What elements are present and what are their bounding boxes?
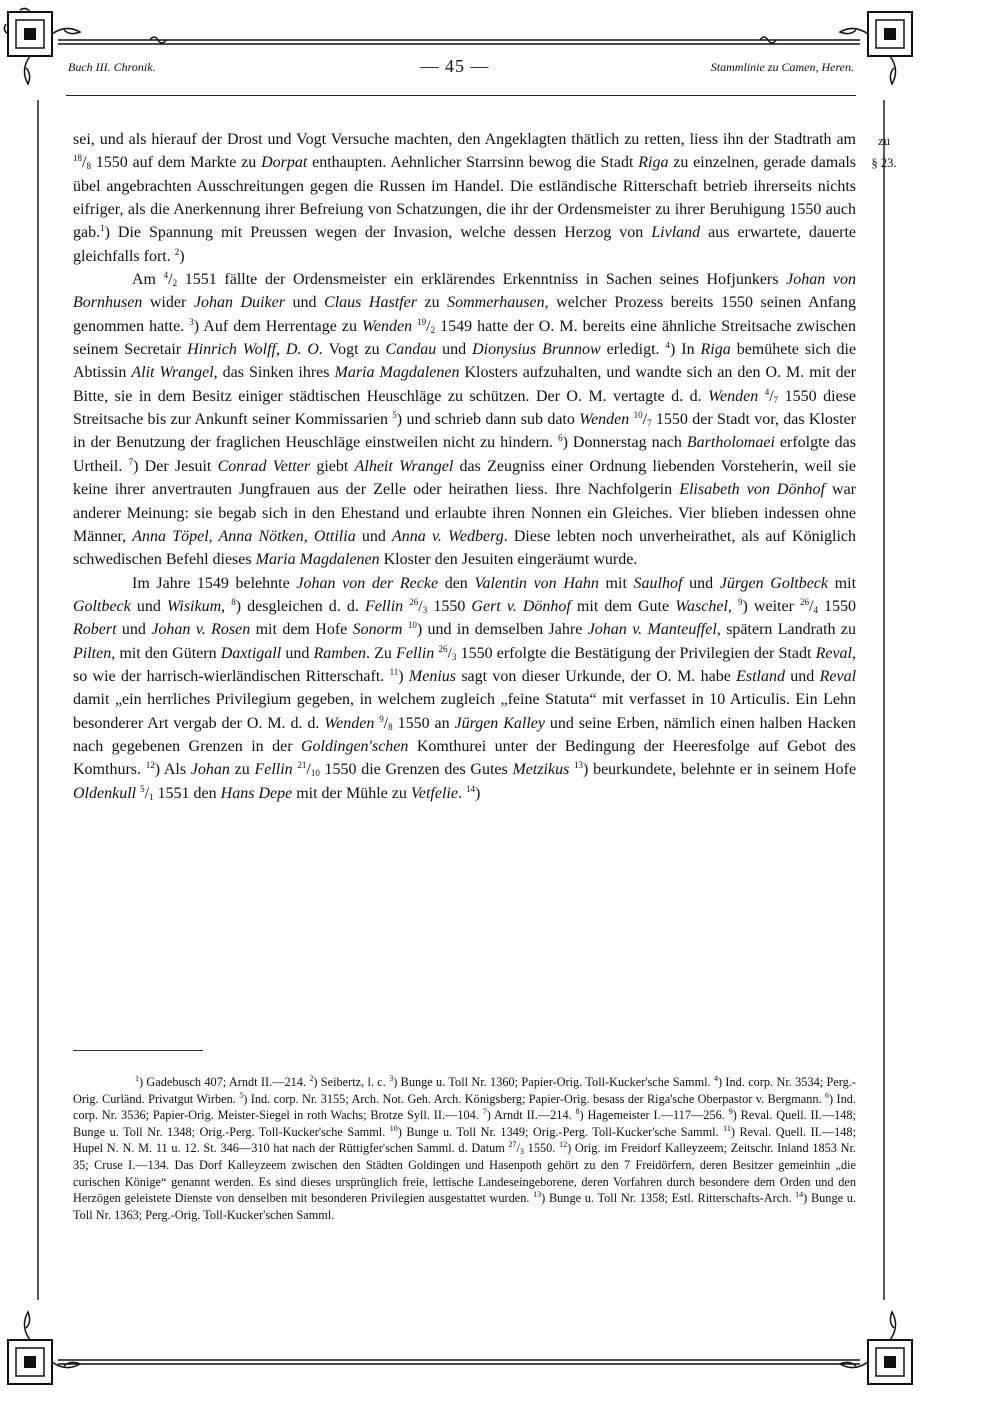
footnote-text: $^1$) Gadebusch 407; Arndt II.—214. $^2$) Seibertz, l. c. $^3$) Bunge u. Toll Nr. 1360; Papier-Orig. Toll-Kucker'sche Samml. $^4$) Ind. corp. Nr. 3534; Perg.-Orig. Curländ. Privatgut Wirben. $^5$) Ind. corp. Nr. 3155; Arch. Not. Geh. Arch. Königsberg; Papier-Orig. besass der Riga'sche Oberpastor v. Bergmann. $^6$) Ind. corp. Nr. 3536; Papier-Orig. Meister-Siegel in roth Wachs; Brotze Syll. II.—104. $^7$) Arndt II.—214. $^8$) Hagemeister I.—117—256. $^9$) Reval. Quell. II.—148; Bunge u. Toll Nr. 1348; Orig.-Perg. Toll-Kucker'sche Samml. $^{10}$) Bunge u. Toll Nr. 1349; Orig.-Perg. Toll-Kucker'sche Samml. $^{11}$) Reval. Quell. II.—148; Hupel N. N. M. 11 u. 12. St. 346—310 hat nach der Rüttigfer'schen Samml. d. Datum $^{27}/_3$ 1550. $^{12}$) Orig. im Freidorf Kalleyzeem; Zeitschr. Inland 1853 Nr. 35; Cruse I.—134. Das Dorf Kalleyzeem zwischen den Städten Goldingen und Hasenpoth gehört zu den 7 Freidörfern, deren Besitzer gemeinhin „die curischen Könige“ genannt werden. Es sind dieses ursprünglich freie, lettische Landeseingeborene, deren Vorfahren durch besondere dem Orden und den Herzögen geleistete Dienste von denselben mit besonderen Privilegien ausgestattet wurden. $^{13}$) Bunge u. Toll Nr. 1358; Estl. Ritterschafts-Arch. $^{14}$) Bunge u. Toll Nr. 1363; Perg.-Orig. Toll-Kucker'schen Samml.: [73, 1074, 856, 1222]
margin-note: [864, 130, 904, 174]
footnote-separator: [73, 1050, 203, 1051]
footnotes: [73, 1074, 856, 1223]
paragraph: Im Jahre 1549 belehnte Johan von der Recke den Valentin von Hahn mit Saulhof und Jürgen Goltbeck mit Goltbeck und Wisikum, $^8$) desgleichen d. d. Fellin $^{26}/_3$ 1550 Gert v. Dönhof mit dem Gute Waschel, $^9$) weiter $^{26}/_4$ 1550 Robert und Johan v. Rosen mit dem Hofe Sonorm $^{10}$) und in demselben Jahre Johan v. Manteuffel, spätern Landrath zu Pilten, mit den Gütern Daxtigall und Ramben. Zu Fellin $^{26}/_3$ 1550 erfolgte die Bestätigung der Privilegien der Stadt Reval, so wie der harrisch-wierländischen Ritterschaft. $^{11}$) Menius sagt von dieser Urkunde, der O. M. habe Estland und Reval damit „ein herrliches Privilegium gegeben, in welchem zugleich „feine Statuta“ mit verfasset in 10 Articulis. Ein Lehn besonderer Art vergab der O. M. d. d. Wenden $^9/_8$ 1550 an Jürgen Kalley und seine Erben, nämlich einen halben Hacken nach gegebenen Grenzen in der Goldingen'schen Komthurei unter der Bedingung der Heeresfolge auf Gebot des Komthurs. $^{12}$) Als Johan zu Fellin $^{21}/_{10}$ 1550 die Grenzen des Gutes Metzikus $^{13}$) beurkundete, belehnte er in seinem Hofe Oldenkull $^5/_1$ 1551 den Hans Depe mit der Mühle zu Vetfelie. $^{14}$): [73, 574, 857, 802]
paragraph: sei, und als hierauf der Drost und Vogt Versuche machten, den Angeklagten thätlich zu retten, liess ihn der Stadtrath am $^{18}/_8$ 1550 auf dem Markte zu Dorpat enthaupten. Aehnlicher Starrsinn bewog die Stadt Riga zu einzelnen, gerade damals übel angebrachten Ausschreitungen gegen die Russen im Handel. Die estländische Ritterschaft betrieb ihrerseits nichts eifriger, als die Anerkennung ihrer Befreiung von Schatzungen, die ihr der Ordensmeister zu ihrer Beruhigung 1550 auch gab.$^1$) Die Spannung mit Preussen wegen der Invasion, welche dessen Herzog von Livland aus erwartete, dauerte gleichfalls fort. $^2$): [73, 131, 857, 265]
header-rule: [66, 95, 856, 96]
paragraph: Am $^4/_2$ 1551 fällte der Ordensmeister ein erklärendes Erkenntniss in Sachen seines Hofjunkers Johan von Bornhusen wider Johan Duiker und Claus Hastfer zu Sommerhausen, welcher Prozess bereits 1550 seinen Anfang genommen hatte. $^3$) Auf dem Herrentage zu Wenden $^{19}/_2$ 1549 hatte der O. M. bereits eine ähnliche Streitsache zwischen seinem Secretair Hinrich Wolff, D. O. Vogt zu Candau und Dionysius Brunnow erledigt. $^4$) In Riga bemühete sich die Abtissin Alit Wrangel, das Sinken ihres Maria Magdalenen Klosters aufzuhalten, und wandte sich an den O. M. mit der Bitte, sie in dem Besitz einiger städtischen Heuschläge zu schützen. Der O. M. vertagte d. d. Wenden $^4/_7$ 1550 diese Streitsache bis zur Ankunft seiner Kommissarien $^5$) und schrieb dann sub dato Wenden $^{10}/_7$ 1550 der Stadt vor, das Kloster in der Benutzung der fraglichen Heuschläge einstweilen nicht zu hindern. $^6$) Donnerstag nach Bartholomaei erfolgte das Urtheil. $^7$) Der Jesuit Conrad Vetter giebt Alheit Wrangel das Zeugniss einer Ordnung liebenden Vorsteherin, weil sie keine ihrer anvertrauten Jungfrauen aus der Zelle oder heirathen liess. Ihre Nachfolgerin Elisabeth von Dönhof war anderer Meinung: sie begab sich in den Ehestand und erlaubte ihren Nonnen ein Gleiches. Vier blieben indessen ohne Männer, Anna Töpel, Anna Nötken, Ottilia und Anna v. Wedberg. Diese lebten noch unverheirathet, als auf Königlich schwedischen Befehl dieses Maria Magdalenen Kloster den Jesuiten eingeräumt wurde.: [73, 270, 857, 569]
margin-note-line: zu: [878, 134, 890, 148]
corner-ornament-bottom-right: [840, 1312, 912, 1384]
corner-ornament-bottom-left: [8, 1312, 80, 1384]
running-header-right: Stammlinie zu Camen, Heren.: [710, 60, 854, 74]
body-text: [73, 128, 856, 805]
running-header-left: Buch III. Chronik.: [68, 60, 156, 74]
margin-note-line: § 23.: [871, 156, 897, 170]
page-number: — 45 —: [420, 56, 490, 76]
